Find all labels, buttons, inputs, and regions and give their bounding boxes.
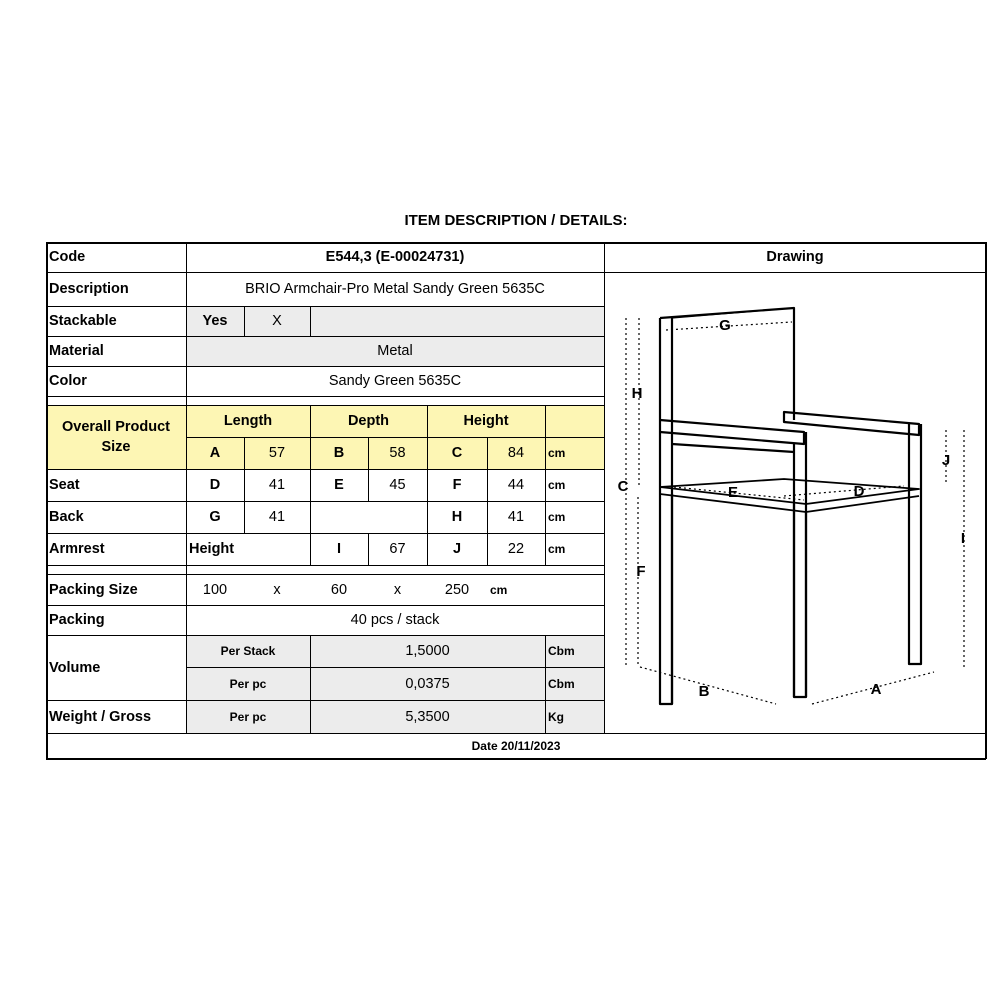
per-pc-value: 0,0375 [405, 675, 450, 692]
drawing-label-j: J [941, 452, 951, 469]
chair-drawing [604, 272, 986, 733]
description-label: Description [49, 281, 129, 297]
drawing-label-f: F [636, 563, 646, 580]
g-value: 41 [268, 509, 286, 525]
j-letter: J [452, 541, 462, 557]
code-label: Code [49, 249, 86, 265]
c-value: 84 [507, 445, 525, 461]
per-stack-unit: Cbm [548, 644, 575, 658]
color-value: Sandy Green 5635C [328, 373, 462, 389]
per-pc-label: Per pc [229, 676, 267, 691]
description-value: BRIO Armchair-Pro Metal Sandy Green 5635C [245, 281, 545, 297]
packing-x1: x [273, 581, 281, 598]
height-header: Height [463, 413, 509, 429]
armrest-unit: cm [548, 542, 566, 556]
i-letter: I [336, 541, 342, 557]
stackable-mark: X [272, 313, 282, 329]
weight-value: 5,3500 [405, 708, 450, 725]
drawing-label-g: G [719, 317, 731, 334]
color-label: Color [49, 373, 87, 389]
stackable-option: Yes [202, 313, 228, 329]
h-letter: H [451, 509, 463, 525]
drawing-label-i: I [960, 530, 966, 547]
e-value: 45 [389, 477, 406, 493]
b-value: 58 [389, 445, 406, 461]
h-value: 41 [507, 509, 525, 525]
f-letter: F [452, 477, 462, 493]
volume-label: Volume [49, 659, 101, 676]
drawing-header: Drawing [766, 249, 824, 265]
drawing-label-d: D [853, 483, 865, 500]
length-header: Length [223, 413, 273, 429]
per-stack-value: 1,5000 [405, 643, 450, 659]
a-letter: A [209, 445, 221, 461]
d-value: 41 [268, 477, 286, 493]
f-value: 44 [507, 477, 525, 493]
page-title: ITEM DESCRIPTION / DETAILS: [404, 212, 628, 229]
stackable-label: Stackable [49, 313, 117, 329]
packing-x2: x [393, 581, 402, 598]
b-letter: B [333, 445, 345, 461]
back-label: Back [49, 509, 84, 525]
drawing-label-a: A [870, 681, 882, 698]
i-value: 67 [389, 541, 406, 557]
armrest-height-label: Height [189, 541, 235, 557]
back-unit: cm [548, 510, 566, 524]
packing-height: 250 [444, 581, 470, 598]
c-letter: C [451, 445, 463, 461]
j-value: 22 [507, 541, 525, 557]
drawing-label-c: C [617, 478, 629, 495]
material-value: Metal [377, 343, 413, 359]
armrest-label: Armrest [49, 541, 105, 557]
weight-unit: Kg [548, 709, 564, 724]
code-value: E544,3 (E-00024731) [325, 249, 465, 265]
overall-unit: cm [548, 446, 566, 460]
seat-label: Seat [49, 477, 80, 493]
packing-width: 60 [330, 581, 348, 598]
material-label: Material [49, 343, 104, 359]
packing-length: 100 [202, 581, 228, 598]
date: Date 20/11/2023 [471, 739, 561, 753]
packing-size-unit: cm [490, 582, 508, 597]
d-letter: D [209, 477, 221, 493]
drawing-label-h: H [631, 385, 643, 402]
weight-per-pc-label: Per pc [229, 709, 267, 724]
per-stack-label: Per Stack [220, 644, 276, 658]
overall-size-label: Overall Product Size [62, 419, 170, 455]
e-letter: E [334, 477, 344, 493]
per-pc-unit: Cbm [548, 676, 575, 691]
drawing-label-e: E [727, 484, 739, 501]
packing-size-label: Packing Size [49, 581, 138, 598]
depth-header: Depth [347, 413, 390, 429]
weight-label: Weight / Gross [49, 708, 152, 725]
packing-label: Packing [49, 612, 105, 628]
packing-value: 40 pcs / stack [350, 612, 440, 628]
seat-unit: cm [548, 478, 566, 492]
a-value: 57 [268, 445, 286, 461]
drawing-label-b: B [698, 683, 710, 700]
g-letter: G [209, 509, 221, 525]
